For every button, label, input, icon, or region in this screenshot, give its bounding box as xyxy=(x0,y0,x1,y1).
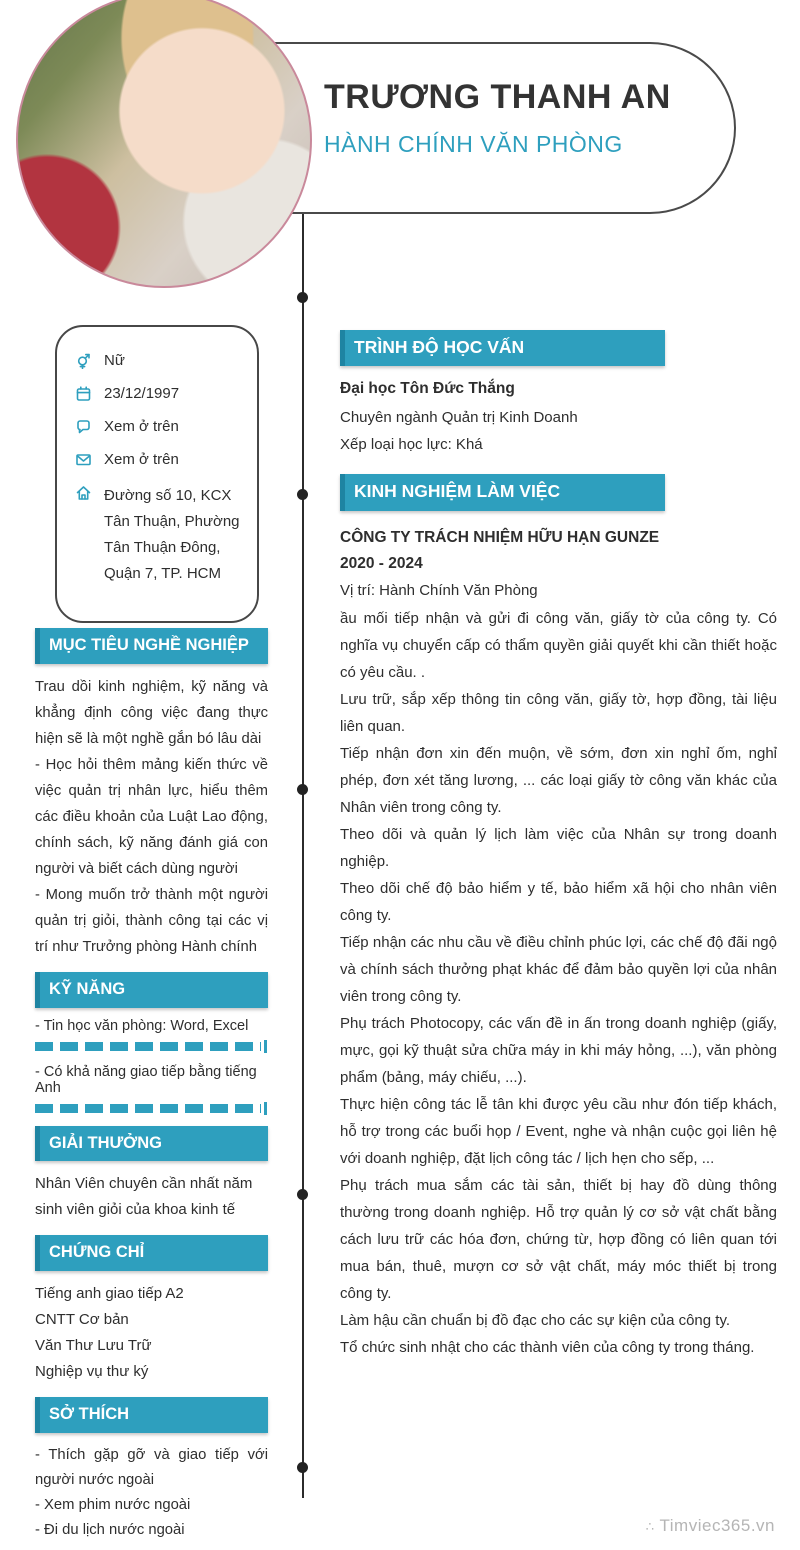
experience-duty: Theo dõi chế độ bảo hiểm y tế, bảo hiểm xã hội cho nhân viên công ty. xyxy=(340,879,777,924)
education-detail: Chuyên ngành Quản trị Kinh Doanh xyxy=(340,409,578,427)
envelope-icon xyxy=(75,451,93,469)
contact-row-gender xyxy=(75,351,243,371)
experience-duty: Tiếp nhận đơn xin đến muộn, về sớm, đơn xin nghỉ ốm, nghỉ phép, đơn xét tăng lương, ... các loại giấy tờ công văn khác của Nhân viên trong công ty. xyxy=(340,744,777,816)
watermark-text: Timviec365.vn xyxy=(659,1516,775,1535)
watermark xyxy=(646,1516,775,1536)
certificate-line: Tiếng anh giao tiếp A2 xyxy=(35,1285,184,1302)
timeline-dot xyxy=(297,1462,308,1473)
skill-item xyxy=(35,1064,268,1113)
contact-phone-value: Xem ở trên xyxy=(104,418,179,435)
award-line: sinh viên giỏi của khoa kinh tế xyxy=(35,1201,236,1219)
objective-paragraph: - Học hỏi thêm mảng kiến thức về việc quản trị nhân lực, hiểu thêm các điều khoản của Luật Lao động, chính sách, kỹ năng đánh giá con người và biết cách dùng người xyxy=(35,756,268,877)
section-heading-skills: KỸ NĂNG xyxy=(35,972,268,1008)
contact-email-value: Xem ở trên xyxy=(104,451,179,468)
contact-birthday-value: 23/12/1997 xyxy=(104,385,180,402)
experience-duty: Theo dõi và quản lý lịch làm việc của Nhân sự trong doanh nghiệp. xyxy=(340,825,777,870)
experience-duty: Lưu trữ, sắp xếp thông tin công văn, giấy tờ, hợp đồng, tài liệu liên quan. xyxy=(340,690,777,735)
section-heading-experience: KINH NGHIỆM LÀM VIỆC xyxy=(340,474,665,510)
education-school: Đại học Tôn Đức Thắng xyxy=(340,380,515,398)
experience-duty: Phụ trách mua sắm các tài sản, thiết bị hay đồ dùng thông thường trong doanh nghiệp. Hỗ trợ quản lý cơ sở vật chất bằng cách lưu trữ các hóa đơn, chứng từ, hợp đồng có liên quan tới mua bán, thuê, mượn cơ sở vật chất, máy móc thiết bị trong công ty. xyxy=(340,1176,777,1302)
section-heading-awards: GIẢI THƯỞNG xyxy=(35,1126,268,1162)
experience-duty: Thực hiện công tác lễ tân khi được yêu cầu như đón tiếp khách, hỗ trợ trong các buổi họp / Event, nghe và nhận cuộc gọi liên hệ với doanh nghiệp, đặt lịch công tác / lịch hẹn cho sếp, ... xyxy=(340,1095,777,1167)
timeline-dot xyxy=(297,292,308,303)
experience-duty: Tổ chức sinh nhật cho các thành viên của công ty trong tháng. xyxy=(340,1338,755,1356)
timeline-dot xyxy=(297,784,308,795)
certificate-line: Văn Thư Lưu Trữ xyxy=(35,1337,152,1354)
contact-row-address xyxy=(75,483,243,587)
award-line: Nhân Viên chuyên cần nhất năm xyxy=(35,1175,253,1193)
skill-label: - Tin học văn phòng: Word, Excel xyxy=(35,1017,249,1034)
education-detail: Xếp loại học lực: Khá xyxy=(340,436,483,454)
timeline-dot xyxy=(297,489,308,500)
certificate-line: CNTT Cơ bản xyxy=(35,1311,129,1328)
hobby-line: - Xem phim nước ngoài xyxy=(35,1496,191,1513)
timeline-line xyxy=(302,214,304,1498)
calendar-icon xyxy=(75,385,93,403)
contact-row-birthday xyxy=(75,384,243,404)
skill-item xyxy=(35,1018,268,1051)
skill-bar xyxy=(35,1042,261,1051)
candidate-job-title: HÀNH CHÍNH VĂN PHÒNG xyxy=(324,131,623,157)
skill-label: - Có khả năng giao tiếp bằng tiếng Anh xyxy=(35,1063,257,1096)
hobby-line: - Thích gặp gỡ và giao tiếp với người nước ngoài xyxy=(35,1446,268,1488)
section-heading-objective: MỤC TIÊU NGHỀ NGHIỆP xyxy=(35,628,268,664)
objective-paragraph: - Mong muốn trở thành một người quản trị giỏi, thành công tại các vị trí như Trưởng phòng Hành chính xyxy=(35,886,268,955)
candidate-name: TRƯƠNG THANH AN xyxy=(324,78,671,116)
contact-gender-value: Nữ xyxy=(104,352,125,369)
left-column xyxy=(35,628,268,1543)
experience-company: CÔNG TY TRÁCH NHIỆM HỮU HẠN GUNZE xyxy=(340,528,660,546)
contact-address-value: Đường số 10, KCX Tân Thuận, Phường Tân Thuận Đông, Quận 7, TP. HCM xyxy=(104,487,240,582)
objective-paragraph: Trau dồi kinh nghiệm, kỹ năng và khẳng định công việc đang thực hiện sẽ là một nghề gắn bó lâu dài xyxy=(35,678,268,747)
watermark-dots-icon: ∴ xyxy=(645,1519,655,1534)
section-heading-hobbies: SỞ THÍCH xyxy=(35,1397,268,1433)
contact-row-email xyxy=(75,450,243,470)
experience-position: Vị trí: Hành Chính Văn Phòng xyxy=(340,581,538,599)
skill-bar xyxy=(35,1104,261,1113)
experience-duty: Phụ trách Photocopy, các vấn đề in ấn trong doanh nghiệp (giấy, mực, gọi kỹ thuật sửa chữa máy in khi máy hỏng, ...), văn phòng phẩm (bảng, máy chiếu, ...). xyxy=(340,1014,777,1086)
experience-period: 2020 - 2024 xyxy=(340,554,423,572)
contact-box xyxy=(55,325,259,623)
hobby-line: - Đi du lịch nước ngoài xyxy=(35,1521,185,1538)
timeline-dot xyxy=(297,1189,308,1200)
profile-photo xyxy=(16,0,312,288)
contact-row-phone xyxy=(75,417,243,437)
home-icon xyxy=(75,484,93,502)
experience-duty: Làm hậu cần chuẩn bị đồ đạc cho các sự kiện của công ty. xyxy=(340,1311,730,1329)
section-heading-education: TRÌNH ĐỘ HỌC VẤN xyxy=(340,330,665,366)
experience-duty: Tiếp nhận các nhu cầu về điều chỉnh phúc lợi, các chế độ đãi ngộ và chính sách thưởng phạt khác để đảm bảo quyền lợi của nhân viên trong công ty. xyxy=(340,933,777,1005)
section-heading-certificates: CHỨNG CHỈ xyxy=(35,1235,268,1271)
right-column xyxy=(340,330,777,1361)
chat-bubble-icon xyxy=(75,418,93,436)
certificate-line: Nghiệp vụ thư ký xyxy=(35,1363,149,1380)
gender-icon xyxy=(75,352,93,370)
experience-duty: ầu mối tiếp nhận và gửi đi công văn, giấy tờ của công ty. Có nghĩa vụ chuyển cấp có thẩm quyền giải quyết khi cần thiết hoặc có yêu cầu. . xyxy=(340,609,777,681)
